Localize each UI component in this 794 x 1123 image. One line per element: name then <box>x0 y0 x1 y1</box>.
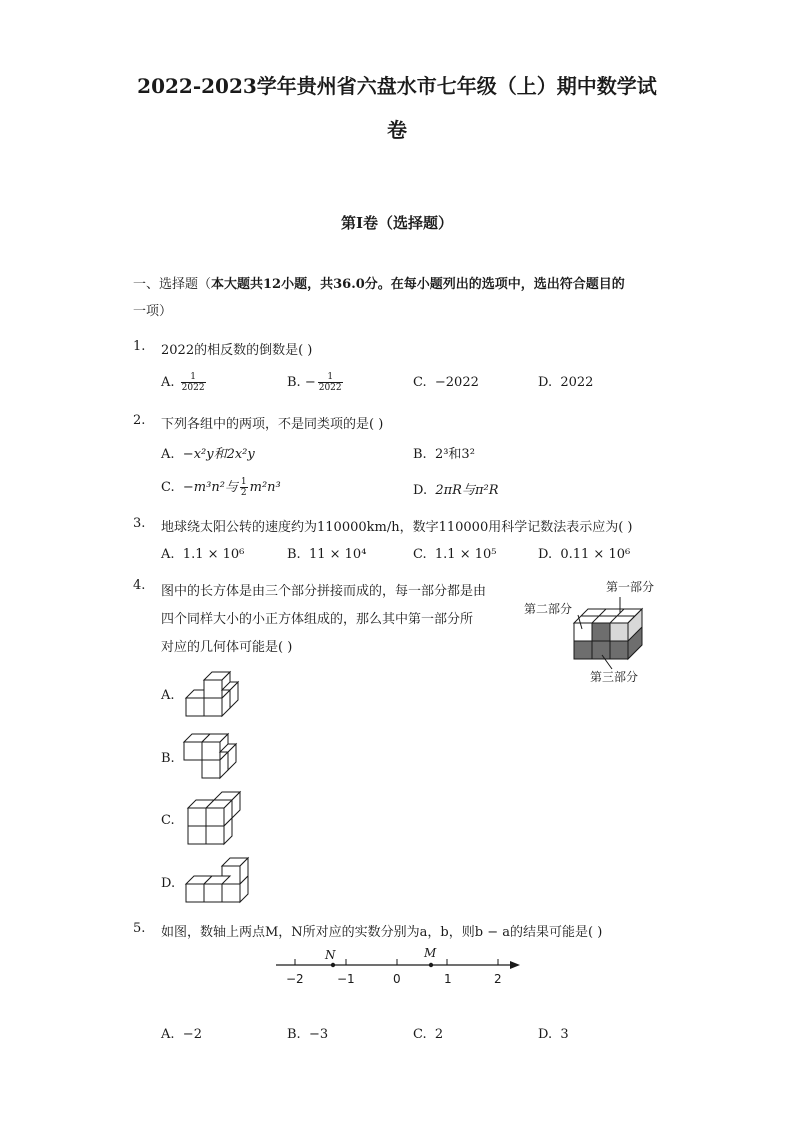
q4-option-b-label[interactable]: B. <box>161 751 175 766</box>
q1-option-b-fraction: $\frac{1}{2022}$ <box>318 372 342 393</box>
question-2-number: 2. <box>133 413 146 428</box>
q4-option-a-label[interactable]: A. <box>161 688 175 703</box>
q2-option-c[interactable]: C. −m³n²与 $\frac{1}{2}$ m²n³ <box>161 477 281 498</box>
q1-option-b[interactable]: B. − $\frac{1}{2022}$ <box>287 372 342 393</box>
q2-option-d[interactable]: D. 2πR与π²R <box>413 483 499 498</box>
cuboid-front-cell <box>610 623 628 641</box>
q5-option-d[interactable]: D. 3 <box>538 1027 569 1042</box>
question-1-number: 1. <box>133 339 146 354</box>
q3-option-d[interactable]: D. 0.11 × 10⁶ <box>538 547 631 562</box>
q1-option-a-fraction: $\frac{1}{2022}$ <box>181 372 205 393</box>
cuboid-front-cell <box>592 641 610 659</box>
q3-option-b[interactable]: B. 11 × 10⁴ <box>287 547 367 562</box>
q1-option-d[interactable]: D. 2022 <box>538 375 594 390</box>
q4-option-d-figure[interactable] <box>182 856 254 908</box>
q2-option-c-fraction: $\frac{1}{2}$ <box>240 477 247 498</box>
cuboid-front-cell <box>610 641 628 659</box>
point-m <box>429 963 433 967</box>
point-m-label: M <box>424 946 437 960</box>
q3-option-c[interactable]: C. 1.1 × 10⁵ <box>413 547 497 562</box>
point-n <box>331 963 335 967</box>
q3-option-a[interactable]: A. 1.1 × 10⁶ <box>161 547 245 562</box>
q5-option-b[interactable]: B. −3 <box>287 1027 329 1042</box>
q4-option-b-figure[interactable] <box>180 730 242 782</box>
question-3-text: 地球绕太阳公转的速度约为110000km/h，数字110000用科学记数法表示应为( ) <box>161 520 633 535</box>
part-heading-prefix: 一、选择题（ <box>133 277 212 292</box>
q2-option-b[interactable]: B. 2³和3² <box>413 447 475 462</box>
tick-label: −2 <box>286 972 304 986</box>
question-3-number: 3. <box>133 516 146 531</box>
number-line-arrow <box>510 961 520 969</box>
section-title: 第I卷（选择题） <box>340 214 454 232</box>
question-5-number: 5. <box>133 921 146 936</box>
label-part3: 第三部分 <box>590 670 639 684</box>
tick-label: 0 <box>393 972 401 986</box>
label-part2: 第二部分 <box>524 602 573 616</box>
tick-label: 1 <box>444 972 452 986</box>
question-5-text: 如图，数轴上两点M，N所对应的实数分别为a，b，则b − a的结果可能是( ) <box>161 925 603 940</box>
tick-label: −1 <box>337 972 355 986</box>
part-heading <box>133 271 668 325</box>
q2-option-a[interactable]: A. −x²y和2x²y <box>161 447 255 462</box>
q1-option-a[interactable]: A. $\frac{1}{2022}$ <box>161 372 205 393</box>
document-title-line1: 2022-2023学年贵州省六盘水市七年级（上）期中数学试 <box>137 74 657 98</box>
part-heading-line2: 一项） <box>133 304 173 319</box>
label-part1: 第一部分 <box>606 580 655 594</box>
document-title-line2: 卷 <box>387 118 407 142</box>
question-1-text: 2022的相反数的倒数是( ) <box>161 343 313 358</box>
part-heading-bold: 本大题共12小题，共36.0分。在每小题列出的选项中，选出符合题目的 <box>211 277 625 292</box>
q4-option-d-label[interactable]: D. <box>161 876 176 891</box>
cuboid-figure <box>520 575 680 690</box>
cuboid-front-cell <box>574 623 592 641</box>
question-4-text: 图中的长方体是由三个部分拼接而成的，每一部分都是由 四个同样大小的小正方体组成的，那么其中第一部分所 对应的几何体可能是( ) <box>161 584 487 655</box>
q4-option-c-figure[interactable] <box>184 790 244 848</box>
q4-option-c-label[interactable]: C. <box>161 813 175 828</box>
number-line <box>270 940 530 990</box>
tick-label: 2 <box>494 972 502 986</box>
question-4-number: 4. <box>133 578 146 593</box>
q5-option-c[interactable]: C. 2 <box>413 1027 444 1042</box>
q4-option-a-figure[interactable] <box>182 668 242 720</box>
question-2-text: 下列各组中的两项，不是同类项的是( ) <box>161 417 384 432</box>
q5-option-a[interactable]: A. −2 <box>161 1027 202 1042</box>
q1-option-c[interactable]: C. −2022 <box>413 375 479 390</box>
point-n-label: N <box>325 948 336 962</box>
cuboid-front-cell <box>574 641 592 659</box>
cuboid-front-cell <box>592 623 610 641</box>
